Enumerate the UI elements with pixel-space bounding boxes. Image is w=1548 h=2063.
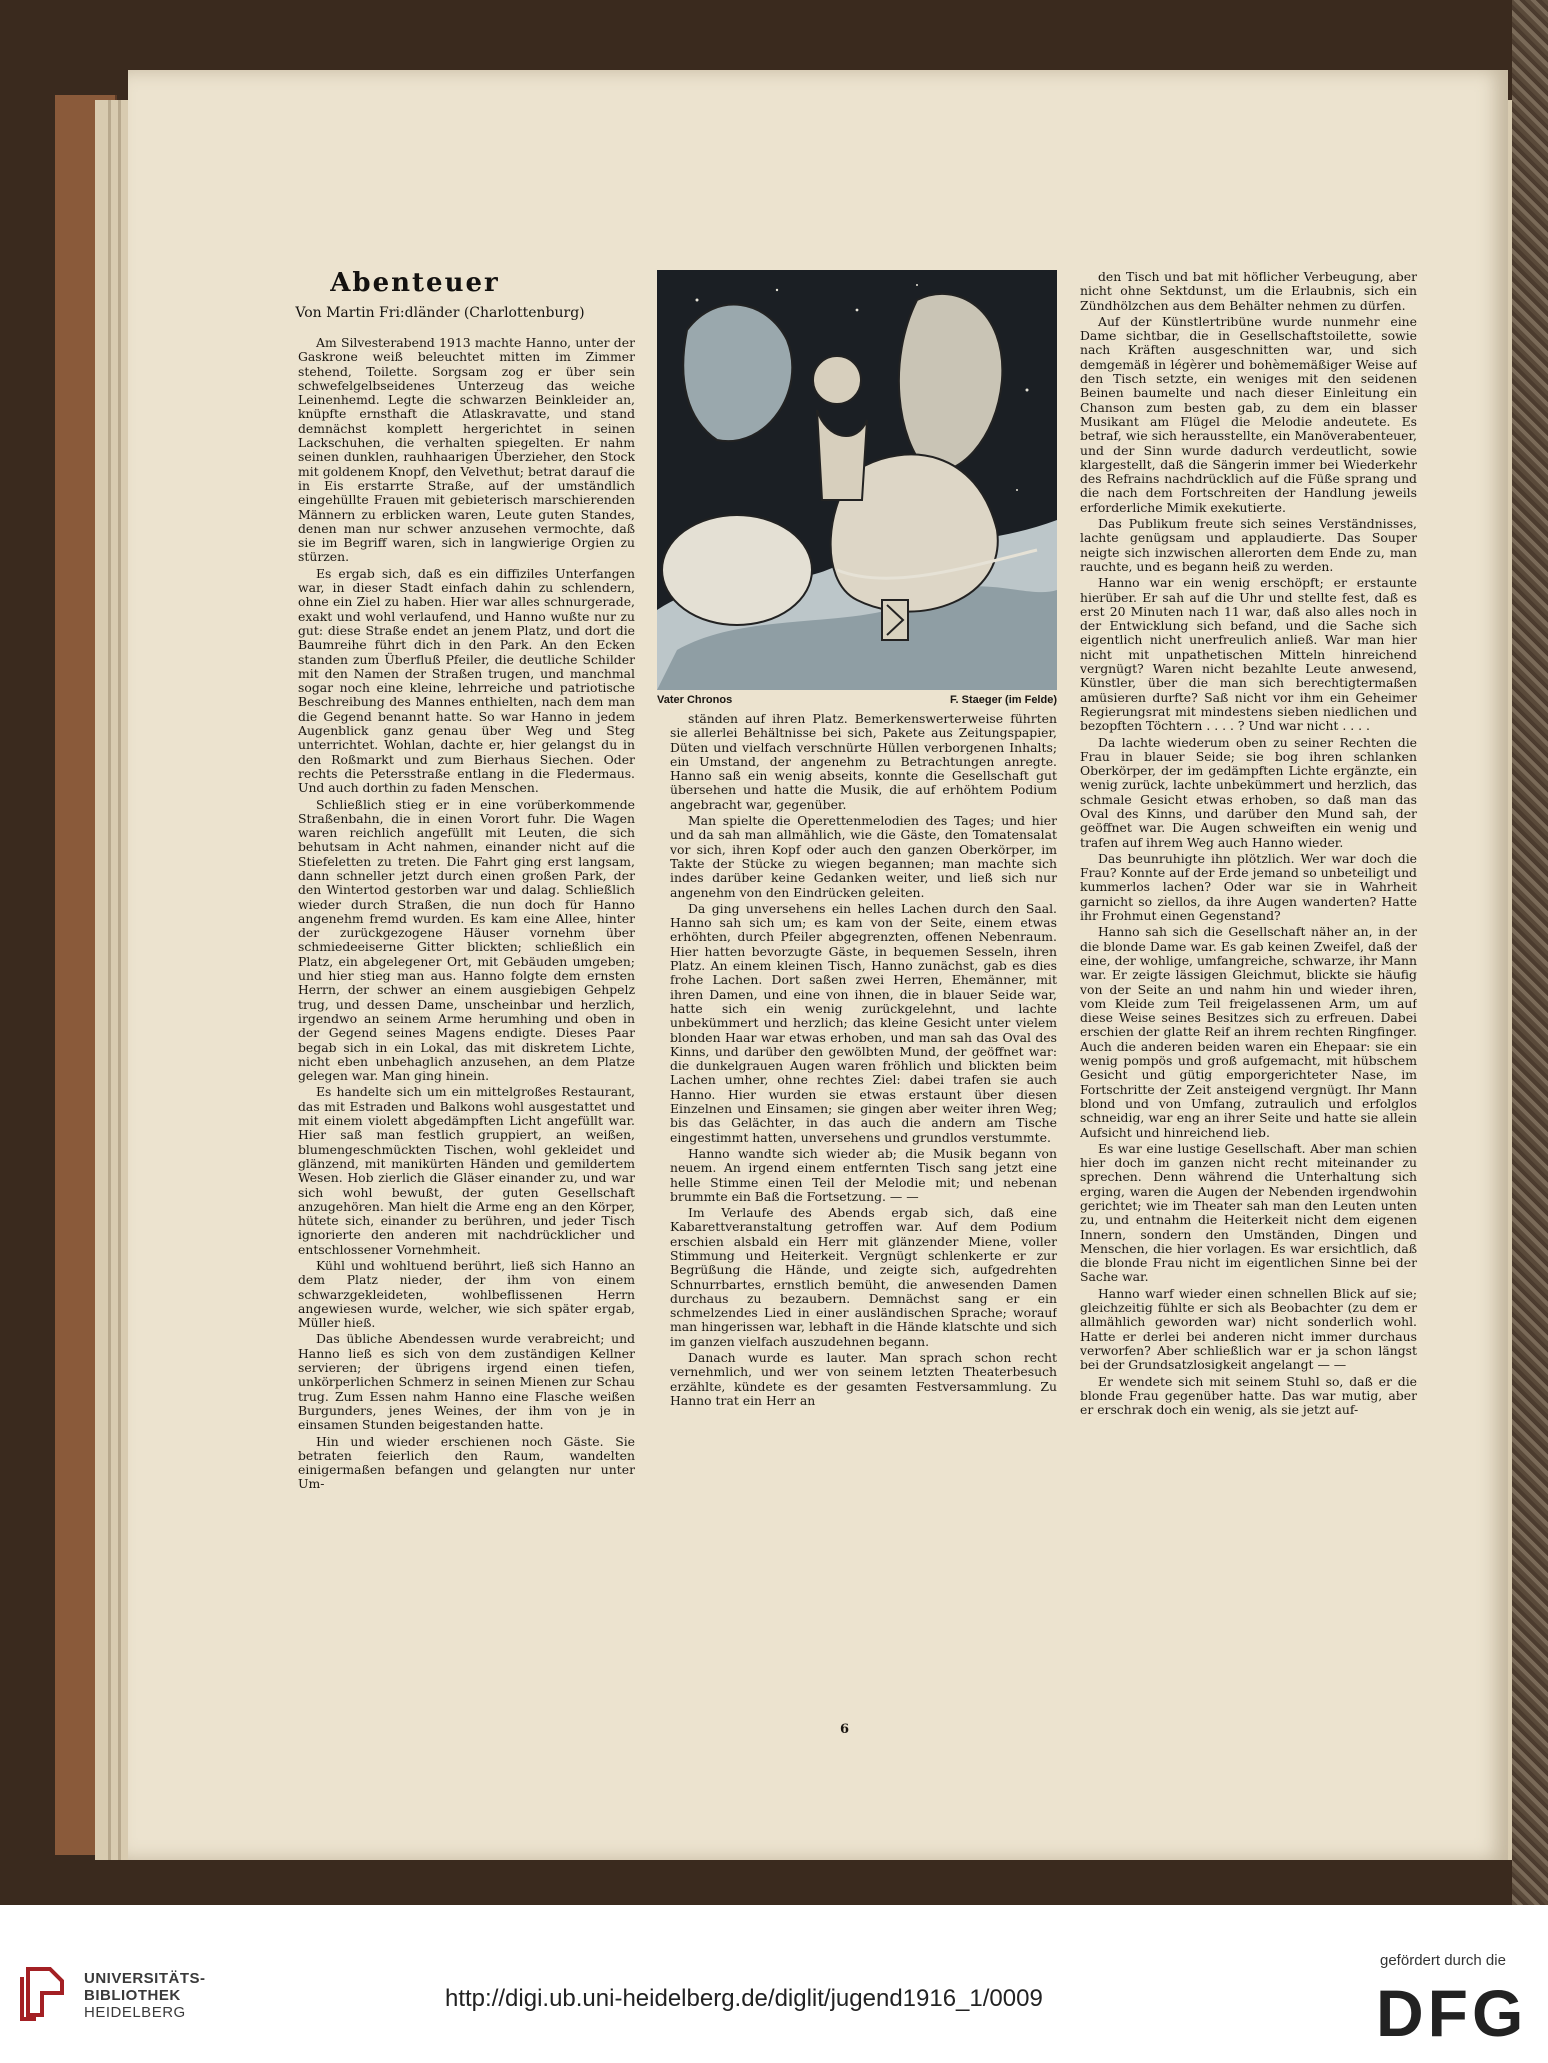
library-line-2: BIBLIOTHEK (84, 1987, 181, 2004)
text-column-1 (298, 336, 635, 1726)
paragraph: Am Silvesterabend 1913 machte Hanno, unter der Gaskrone weiß beleuchtet mitten im Zimmer stehend, Toilette. Sorgsam zog er über sein schwefelgelbseidenes Unterzeug das weiche Leinenhemd. Legte die schwarzen Beinkleider an, knüpfte ernsthaft die Atlaskravatte, und stand demnächst komplett hergerichtet in seinen Lackschuhen, die verhalten spiegelten. Er nahm seinen dunklen, rauhhaarigen Überzieher, den Stock mit goldenem Knopf, den Velvethut; betrat darauf die in Eis erstarrte Straße, auf der umständlich eingehüllte Frauen mit gebieterisch marschierenden Männern zu erblicken waren, Leute guten Standes, denen man nur schwer anzusehen vermochte, daß sie im Begriff waren, sich in langwierige Orgien zu stürzen. (298, 336, 635, 565)
paragraph: Auf der Künstlertribüne wurde nunmehr eine Dame sichtbar, die in Gesellschaftstoilette, sowie nach Kräften ausgeschnitten war, und sich demgemäß in légèrer und bohèmemäßiger Weise auf den Tisch setzte, ein weniges mit den seidenen Beinen baumelte und nach dieser Einleitung ein Chanson zum besten gab, zu dem ein blasser Musikant am Flügel die Melodie andeutete. Es betraf, wie sich herausstellte, ein Manöverabenteuer, und der Sinn wurde dadurch verdeutlicht, sowie klargestellt, daß die Sängerin immer bei Wiederkehr des Refrains nachdrücklich auf die Füße sprang und die nach dem Fortschreiten der Handlung jeweils erforderliche Mimik exekutierte. (1080, 313, 1417, 515)
paragraph: Es war eine lustige Gesellschaft. Aber man schien hier doch im ganzen nicht recht miteinander zu sprechen. Denn während die Unterhaltung sich erging, waren die Augen der Nebenden irgendwohin gerichtet; wie im Theater sah man den Leuten unten zu, und entnahm die Heiterkeit nicht dem eigenen Innern, sondern den Umständen, Dingen und Menschen, die hier vorlagen. Es war ersichtlich, daß die blonde Frau nicht im eigentlichen Sinne bei der Sache war. (1080, 1140, 1417, 1285)
illustration-caption (657, 694, 1057, 706)
page-number: 6 (840, 1722, 850, 1737)
paragraph: den Tisch und bat mit höflicher Verbeugung, aber nicht ohne Sektdunst, um die Erlaubnis, sich ein Zündhölzchen aus dem Behälter nehmen zu dürfen. (1080, 270, 1417, 313)
article-byline: Von Martin Fri:dländer (Charlottenburg) (295, 305, 585, 321)
page-edge-line (118, 100, 121, 1860)
dfg-logo[interactable]: DFG (1376, 1976, 1528, 2050)
paragraph: Hin und wieder erschienen noch Gäste. Sie betraten feierlich den Raum, wandelten einigermaßen befangen und gelangten nur unter Um- (298, 1433, 635, 1492)
book-cover-right (1512, 0, 1548, 1905)
funder-label: gefördert durch die (1380, 1952, 1506, 1969)
caption-artist: F. Staeger (im Felde) (950, 694, 1057, 706)
caption-title: Vater Chronos (657, 694, 733, 706)
paragraph: Kühl und wohltuend berührt, ließ sich Hanno an dem Platz nieder, der ihm von einem schwarzgekleideten, wohlbeflissenen Herrn angewiesen wurde, welcher, wie sich später ergab, Müller hieß. (298, 1258, 635, 1331)
library-name[interactable] (84, 1970, 206, 2021)
library-line-1: UNIVERSITÄTS- (84, 1970, 206, 1987)
paragraph: Das Publikum freute sich seines Verständnisses, lachte genügsam und applaudierte. Das Souper neigte sich inzwischen allerorten dem Ende zu, man rauchte, und es begann heiß zu werden. (1080, 516, 1417, 574)
paragraph: Hanno sah sich die Gesellschaft näher an, in der die blonde Dame war. Es gab keinen Zweifel, daß der eine, der wohlige, umfangreiche, schwarze, ihr Mann war. Er zeigte lässigen Gleichmut, blickte sie häufig von der Seite an und nahm hin und wieder ihren, vom Kleide zum Teil freigelassenen Arm, um auf diese Weise seines Besitzes sich zu erfreuen. Dabei erschien der glatte Reif an ihrem rechten Ringfinger. Auch die anderen beiden waren ein Ehepaar: sie ein wenig pompös und groß aufgemacht, mit hübschem Gesicht und gütig emporgerichteter Nase, im Fortschritte der Zeit ansteigend vergnügt. Ihr Mann blond und von Umfang, zutraulich und erfolglos schneidig, war eng an ihrer Seite und hatte sie allein Aufsicht und hinreichend lieb. (1080, 924, 1417, 1140)
paragraph: Man spielte die Operettenmelodien des Tages; und hier und da sah man allmählich, wie die Gäste, den Tomatensalat vor sich, ihren Kopf oder auch den ganzen Oberkörper, im Takte der Stücke zu wiegen begannen; man machte sich indes darüber keine Gedanken weiter, und ließ sich nur angenehm von den Eindrücken geleiten. (670, 813, 1057, 900)
library-logo-icon (18, 1963, 66, 2021)
paragraph: Hanno wandte sich wieder ab; die Musik begann von neuem. An irgend einem entfernten Tisch sang jetzt eine helle Stimme einen Teil der Melodie mit; und nebenan brummte ein Baß die Fortsetzung. — — (670, 1145, 1057, 1204)
illustration-vater-chronos (657, 270, 1057, 690)
viewer-footer (0, 1905, 1548, 2063)
paragraph: Das übliche Abendessen wurde verabreicht; und Hanno ließ es sich von dem zuständigen Kellner servieren; der übrigens irgend einen tiefen, unkörperlichen Schmerz in seinen Mienen zur Schau trug. Zum Essen nahm Hanno eine Flasche weißen Burgunders, jenes Weines, der ihm von je in einsamen Stunden beigestanden hatte. (298, 1331, 635, 1433)
paragraph: Da ging unversehens ein helles Lachen durch den Saal. Hanno sah sich um; es kam von der Seite, einem etwas erhöhten, durch Pfeiler abgegrenzten, offenen Nebenraum. Hier hatten bevorzugte Gäste, in bequemen Sesseln, ihren Platz. An einem kleinen Tisch, Hanno zunächst, gab es dies frohe Lachen. Dort saßen zwei Herren, Ehemänner, mit ihren Damen, und eine von ihnen, die in blauer Seide war, hatte sich ein wenig zurückgelehnt, und lachte unbekümmert und herzlich; das kleine Gesicht unter vielem blonden Haar war etwas erhoben, und man sah das Oval des Kinns, und darüber den gewölbten Mund, der geöffnet war: die dunkelgrauen Augen waren fröhlich und blickten beim Lachen umher, ohne rechtes Ziel: dabei trafen sie auch Hanno. Hier wurden sie etwas erstaunt über diesen Einzelnen und Einsamen; sie gingen aber weiter ihren Weg; bis das Gelächter, in das auch die andern am Tische eingestimmt hatten, unversehens und grundlos verstummte. (670, 900, 1057, 1145)
paragraph: Das beunruhigte ihn plötzlich. Wer war doch die Frau? Konnte auf der Erde jemand so unbeteiligt und kummerlos lachen? Oder war sie in Wahrheit garnicht so ziellos, da ihre Augen wanderten? Hatte ihr Frohmut einen Gegenstand? (1080, 850, 1417, 924)
paragraph: Im Verlaufe des Abends ergab sich, daß eine Kabarettveranstaltung getroffen war. Auf dem Podium erschien alsbald ein Herr mit glänzender Miene, voller Stimmung und Heiterkeit. Vergnügt schlenkerte er zur Begrüßung die Hände, und zeigte sich, aufgedrehten Schnurrbartes, ernstlich bemüht, die anwesenden Damen durchaus zu bezaubern. Demnächst sang er ein schmelzendes Lied in einer ausländischen Sprache; worauf man hingerissen war, lebhaft in die Hände klatschte und sich im ganzen vielfach auszudehnen begann. (670, 1205, 1057, 1349)
paragraph: Danach wurde es lauter. Man sprach schon recht vernehmlich, und wer von seinem letzten Theaterbesuch erzählte, kündete es der gesamten Festversammlung. Zu Hanno trat ein Herr an (670, 1350, 1057, 1408)
paragraph: Es handelte sich um ein mittelgroßes Restaurant, das mit Estraden und Balkons wohl ausgestattet und mit einem violett abgedämpften Licht angefüllt war. Hier saß man festlich gruppiert, an weißen, blumengeschmückten Tischen, wohl gekleidet und glänzend, mit manikürten Händen und gemildertem Wesen. Hob zierlich die Gläser einander zu, und war sich wohl bewußt, der guten Gesellschaft anzugehören. Man hielt die Arme eng an den Körper, hütete sich, einander zu berühren, und jeder Tisch ignorierte den anderen mit nachdrücklicher und entschlossener Vornehmheit. (298, 1084, 635, 1257)
paragraph: Es ergab sich, daß es ein diffiziles Unterfangen war, in dieser Stadt einfach dahin zu schlendern, ohne ein Ziel zu haben. Hier war alles schnurgerade, exakt und wohl verlaufend, und Hanno wußte nur zu gut: diese Straße endet an jenem Platz, und dort die Baumreihe führt dich in den Park. An den Ecken standen zum Überfluß Pfeiler, die deutliche Schilder mit den Namen der Straßen trugen, und manchmal sogar noch eine kleine, lehrreiche und patriotische Beschreibung des Mannes enthielten, nach dem man die Gegend benannt hatte. So war Hanno in jedem Augenblick ganz genau über Weg und Steg unterrichtet. Wohlan, dachte er, hier gelangst du in den Roßmarkt und zum Bierhaus Siechen. Oder rechts die Petersstraße entlang in die Fledermaus. Und auch dorthin zu faden Menschen. (298, 565, 635, 796)
paragraph: ständen auf ihren Platz. Bemerkenswerterweise führten sie allerlei Behältnisse bei sich, Pakete aus Zeitungspapier, Düten und vielfach verschnürte Hüllen verborgenen Inhalts; ein Umstand, der angenehm zu Betrachtungen anregte. Hanno saß ein wenig abseits, konnte die Gesellschaft gut übersehen und hatte die Musik, die auf erhöhtem Podium angebracht war, gegenüber. (670, 712, 1057, 812)
paragraph: Da lachte wiederum oben zu seiner Rechten die Frau in blauer Seide; sie bog ihren schlanken Oberkörper, der im gedämpften Lichte ergänzte, ein wenig zurück, lachte unbekümmert und herzlich, das schmale Gesicht etwas erhoben, so daß man das Oval des Kinns, und darüber den Mund sah, der geöffnet war. Die Augen schweiften ein wenig und trafen auf ihrem Weg auch Hanno wieder. (1080, 734, 1417, 850)
paragraph: Schließlich stieg er in eine vorüberkommende Straßenbahn, die in einen Vorort fuhr. Die Wagen waren reichlich angefüllt mit Leuten, die sich behutsam in Acht nahmen, einander nicht auf die Stiefeletten zu treten. Die Fahrt ging erst langsam, dann schneller jetzt durch einen großen Park, der den Wintertod gestorben war und dalag. Schließlich wieder durch Straßen, die nun doch für Hanno angenehm fremd wurden. Es kam eine Allee, hinter der zurückgezogene Häuser vornehm über schmiedeeiserne Gitter blickten; schließlich ein Platz, ein abgelegener Ort, mit Gebäuden umgeben; und hier stieg man aus. Hanno folgte dem ernsten Herrn, der schwer an einem ausgiebigen Gehpelz trug, und dessen Dame, unscheinbar und herzlich, irgendwo an seinem Arme herumhing und oben in der Gegend seines Magens endigte. Dieses Paar begab sich in ein Lokal, das mit diskretem Lichte, nicht eben unbehaglich anzusehen, an dem Platze gelegen war. Man ging hinein. (298, 796, 635, 1084)
text-column-2 (670, 712, 1057, 1714)
library-line-3: HEIDELBERG (84, 2004, 186, 2021)
paragraph: Hanno war ein wenig erschöpft; er erstaunte hierüber. Er sah auf die Uhr und stellte fest, daß es erst 20 Minuten nach 11 war, daß also alles noch in der Entwicklung sich befand, und die Sache sich eigentlich nicht unerfreulich anließ. War man hier nicht mit unpathetischen Mitteln hinreichend vergnügt? Waren nicht bezahlte Leute anwesend, Künstler, über die man sich berechtigtermaßen amüsieren durfte? Saß nicht vor ihm ein Geheimer Regierungsrat mit mindestens sieben niedlichen und bezopften Töchtern . . . . ? Und war nicht . . . . (1080, 575, 1417, 734)
paragraph: Hanno warf wieder einen schnellen Blick auf sie; gleichzeitig fühlte er sich als Beobachter (zu dem er allmählich geworden war) nicht sonderlich wohl. Hatte er derlei bei anderen nicht immer durchaus verworfen? Aber schließlich war er ja schon längst bei der Grundsatzlosigkeit angelangt — — (1080, 1285, 1417, 1373)
paragraph: Er wendete sich mit seinem Stuhl so, daß er die blonde Frau gegenüber hatte. Das war mutig, aber er erschrak doch ein wenig, als sie jetzt auf- (1080, 1373, 1417, 1418)
permalink-url[interactable]: http://digi.ub.uni-heidelberg.de/diglit/jugend1916_1/0009 (445, 1985, 1043, 2012)
article-title: Abenteuer (330, 268, 500, 298)
text-column-3 (1080, 270, 1417, 1714)
page-edge-line (108, 100, 111, 1860)
